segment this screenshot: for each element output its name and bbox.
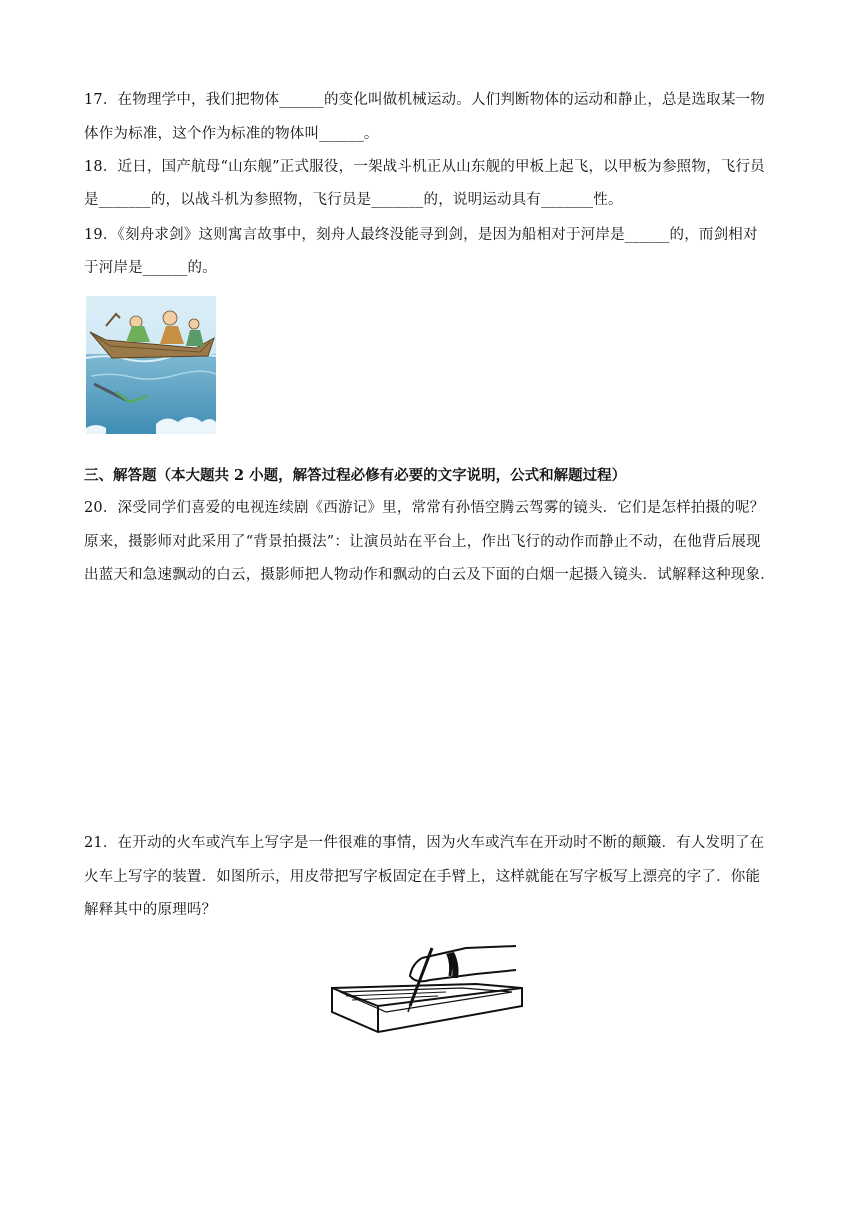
q20-line-1: 20．深受同学们喜爱的电视连续剧《西游记》里，常常有孙悟空腾云驾雾的镜头．它们是怎样拍摄的呢？ [84,500,765,516]
q17-line-2: 体作为标准，这个作为标准的物体叫______。 [84,126,379,142]
section-title-answers: 三、解答题（本大题共 2 小题，解答过程必修有必要的文字说明，公式和解题过程） [84,467,627,484]
q18-line-2: 是_______的，以战斗机为参照物，飞行员是_______的，说明运动具有_______性。 [84,192,623,208]
q19-line-2: 于河岸是______的。 [84,260,217,276]
q21-line-3: 解释其中的原理吗？ [84,902,217,918]
q20-line-3: 出蓝天和急速飘动的白云，摄影师把人物动作和飘动的白云及下面的白烟一起摄入镜头．试解释这种现象． [84,567,775,583]
q18-line-1: 18．近日，国产航母“山东舰”正式服役，一架战斗机正从山东舰的甲板上起飞，以甲板为参照物，飞行员 [84,159,765,175]
q17-line-1: 17．在物理学中，我们把物体______的变化叫做机械运动。人们判断物体的运动和静止，总是选取某一物 [84,92,765,108]
q20-line-2: 原来，摄影师对此采用了“背景拍摄法”：让演员站在平台上，作出飞行的动作而静止不动，在他背后展现 [84,534,761,550]
q21-line-1: 21．在开动的火车或汽车上写字是一件很难的事情，因为火车或汽车在开动时不断的颠簸．有人发明了在 [84,835,765,851]
q19-line-1: 19．《刻舟求剑》这则寓言故事中，刻舟人最终没能寻到剑，是因为船相对于河岸是______的，而剑相对 [84,227,758,243]
boat-sword-illustration [86,296,216,434]
q21-line-2: 火车上写字的装置．如图所示，用皮带把写字板固定在手臂上，这样就能在写字板写上漂亮的字了．你能 [84,869,761,885]
writing-board-illustration [326,940,526,1040]
